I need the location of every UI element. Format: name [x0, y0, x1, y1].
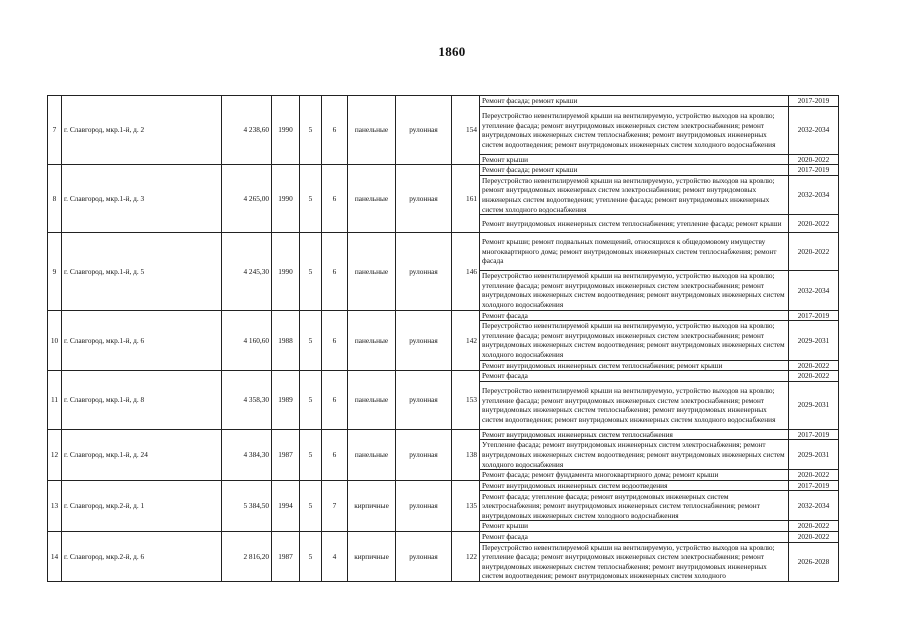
apartments-cell: 138	[452, 429, 480, 480]
row-number: 11	[48, 371, 62, 430]
wall-material-cell: кирпичные	[348, 480, 396, 531]
roof-type-cell: рулонная	[396, 480, 452, 531]
work-period-cell: 2020-2022	[789, 360, 839, 371]
apartments-cell: 122	[452, 532, 480, 582]
table-row	[48, 429, 839, 440]
apartments-cell: 135	[452, 480, 480, 531]
work-description-cell: Переустройство невентилируемой крыши на вентилируемую, устройство выходов на кровлю; утепление фасада; ремонт внутридомовых инженерных систем электроснабжения; ремонт внутридомовых инженерных систем водоотведения; ремонт внутридомовых инженерных систем холодного водоснабжения	[480, 321, 789, 360]
work-period-cell: 2026-2028	[789, 542, 839, 581]
work-period-cell: 2020-2022	[789, 521, 839, 532]
entrances-cell: 6	[322, 371, 348, 430]
work-period-cell: 2029-2031	[789, 440, 839, 470]
work-period-cell: 2017-2019	[789, 165, 839, 176]
floors-cell: 5	[300, 310, 322, 371]
page-number: 1860	[438, 44, 466, 59]
work-period-cell: 2032-2034	[789, 271, 839, 310]
area-cell: 4 384,30	[222, 429, 272, 480]
area-cell: 4 245,30	[222, 233, 272, 310]
work-description-cell: Переустройство невентилируемой крыши на вентилируемую, устройство выходов на кровлю; утепление фасада; ремонт внутридомовых инженерных систем электроснабжения; ремонт внутридомовых инженерных систем теплоснабжения; ремонт внутридомовых инженерных систем водоотведения; ремонт внутридомовых инженерных систем холодного водоснабжения	[480, 106, 789, 154]
year-cell: 1990	[272, 96, 300, 165]
work-period-cell: 2017-2019	[789, 480, 839, 491]
work-description-cell: Ремонт фасада; ремонт крыши	[480, 165, 789, 176]
year-cell: 1990	[272, 233, 300, 310]
work-description-cell: Переустройство невентилируемой крыши на вентилируемую, устройство выходов на кровлю; утепление фасада; ремонт внутридомовых инженерных систем электроснабжения; ремонт внутридомовых инженерных систем теплоснабжения; ремонт внутридомовых инженерных систем водоотведения; ремонт внутридомовых инженерных систем холодного	[480, 542, 789, 581]
work-description-cell: Ремонт внутридомовых инженерных систем теплоснабжения; утепление фасада; ремонт крыши	[480, 215, 789, 233]
roof-type-cell: рулонная	[396, 96, 452, 165]
work-description-cell: Переустройство невентилируемой крыши на вентилируемую, устройство выходов на кровлю; утепление фасада; ремонт внутридомовых инженерных систем электроснабжения; ремонт внутридомовых инженерных систем теплоснабжения; ремонт внутридомовых инженерных систем водоотведения; ремонт внутридомовых инженерных систем холодного водоснабжения	[480, 381, 789, 429]
work-period-cell: 2029-2031	[789, 321, 839, 360]
work-period-cell: 2032-2034	[789, 175, 839, 214]
entrances-cell: 6	[322, 165, 348, 233]
work-period-cell: 2017-2019	[789, 429, 839, 440]
roof-type-cell: рулонная	[396, 371, 452, 430]
wall-material-cell: панельные	[348, 233, 396, 310]
work-description-cell: Переустройство невентилируемой крыши на вентилируемую, устройство выходов на кровлю; ремонт внутридомовых инженерных систем электроснабжения; ремонт внутридомовых инженерных систем водоотведения; утепление фасада; ремонт внутридомовых инженерных систем холодного водоснабжения	[480, 175, 789, 214]
work-description-cell: Ремонт фасада; ремонт крыши	[480, 96, 789, 107]
work-period-cell: 2032-2034	[789, 491, 839, 521]
work-description-cell: Ремонт крыши; ремонт подвальных помещений, относящихся к общедомовому имуществу многоквартирного дома; ремонт внутридомовых инженерных систем теплоснабжения; ремонт фасада	[480, 233, 789, 271]
wall-material-cell: панельные	[348, 165, 396, 233]
address-cell: г. Славгород, мкр.2-й, д. 6	[62, 532, 222, 582]
floors-cell: 5	[300, 96, 322, 165]
year-cell: 1987	[272, 429, 300, 480]
entrances-cell: 4	[322, 532, 348, 582]
work-period-cell: 2020-2022	[789, 154, 839, 165]
table-row	[48, 532, 839, 543]
work-description-cell: Ремонт крыши	[480, 521, 789, 532]
year-cell: 1989	[272, 371, 300, 430]
work-description-cell: Ремонт фасада	[480, 532, 789, 543]
roof-type-cell: рулонная	[396, 165, 452, 233]
floors-cell: 5	[300, 532, 322, 582]
table-row	[48, 480, 839, 491]
table-row	[48, 96, 839, 107]
wall-material-cell: кирпичные	[348, 532, 396, 582]
row-number: 13	[48, 480, 62, 531]
wall-material-cell: панельные	[348, 96, 396, 165]
address-cell: г. Славгород, мкр.1-й, д. 5	[62, 233, 222, 310]
work-period-cell: 2017-2019	[789, 96, 839, 107]
address-cell: г. Славгород, мкр.1-й, д. 2	[62, 96, 222, 165]
row-number: 12	[48, 429, 62, 480]
work-period-cell: 2017-2019	[789, 310, 839, 321]
apartments-cell: 153	[452, 371, 480, 430]
address-cell: г. Славгород, мкр.1-й, д. 3	[62, 165, 222, 233]
apartments-cell: 161	[452, 165, 480, 233]
work-period-cell: 2020-2022	[789, 532, 839, 543]
table-row	[48, 165, 839, 176]
area-cell: 4 238,60	[222, 96, 272, 165]
work-period-cell: 2029-2031	[789, 381, 839, 429]
work-description-cell: Ремонт внутридомовых инженерных систем теплоснабжения	[480, 429, 789, 440]
floors-cell: 5	[300, 371, 322, 430]
wall-material-cell: панельные	[348, 429, 396, 480]
entrances-cell: 6	[322, 310, 348, 371]
apartments-cell: 146	[452, 233, 480, 310]
table-row	[48, 233, 839, 271]
work-description-cell: Утепление фасада; ремонт внутридомовых инженерных систем электроснабжения; ремонт внутридомовых инженерных систем водоотведения; ремонт внутридомовых инженерных систем холодного водоснабжения	[480, 440, 789, 470]
year-cell: 1994	[272, 480, 300, 531]
work-description-cell: Ремонт фасада; утепление фасада; ремонт внутридомовых инженерных систем электроснабжения; ремонт внутридомовых инженерных систем теплоснабжения; ремонт внутридомовых инженерных систем холодного водоснабжения	[480, 491, 789, 521]
entrances-cell: 6	[322, 233, 348, 310]
work-description-cell: Переустройство невентилируемой крыши на вентилируемую, устройство выходов на кровлю; утепление фасада; ремонт внутридомовых инженерных систем электроснабжения; ремонт внутридомовых инженерных систем водоотведения; ремонт внутридомовых инженерных систем холодного водоснабжения	[480, 271, 789, 310]
work-description-cell: Ремонт фасада	[480, 310, 789, 321]
apartments-cell: 142	[452, 310, 480, 371]
area-cell: 4 160,60	[222, 310, 272, 371]
entrances-cell: 6	[322, 96, 348, 165]
year-cell: 1988	[272, 310, 300, 371]
work-period-cell: 2020-2022	[789, 215, 839, 233]
year-cell: 1987	[272, 532, 300, 582]
area-cell: 5 384,50	[222, 480, 272, 531]
table-row	[48, 371, 839, 382]
address-cell: г. Славгород, мкр.1-й, д. 6	[62, 310, 222, 371]
address-cell: г. Славгород, мкр.1-й, д. 24	[62, 429, 222, 480]
roof-type-cell: рулонная	[396, 310, 452, 371]
work-period-cell: 2020-2022	[789, 233, 839, 271]
address-cell: г. Славгород, мкр.1-й, д. 8	[62, 371, 222, 430]
work-period-cell: 2032-2034	[789, 106, 839, 154]
row-number: 9	[48, 233, 62, 310]
work-description-cell: Ремонт фасада	[480, 371, 789, 382]
wall-material-cell: панельные	[348, 371, 396, 430]
year-cell: 1990	[272, 165, 300, 233]
floors-cell: 5	[300, 165, 322, 233]
row-number: 8	[48, 165, 62, 233]
entrances-cell: 7	[322, 480, 348, 531]
buildings-table	[47, 95, 839, 582]
area-cell: 2 816,20	[222, 532, 272, 582]
address-cell: г. Славгород, мкр.2-й, д. 1	[62, 480, 222, 531]
area-cell: 4 358,30	[222, 371, 272, 430]
work-description-cell: Ремонт внутридомовых инженерных систем теплоснабжения; ремонт крыши	[480, 360, 789, 371]
floors-cell: 5	[300, 480, 322, 531]
work-description-cell: Ремонт фасада; ремонт фундамента многоквартирного дома; ремонт крыши	[480, 470, 789, 481]
work-period-cell: 2020-2022	[789, 470, 839, 481]
row-number: 14	[48, 532, 62, 582]
entrances-cell: 6	[322, 429, 348, 480]
floors-cell: 5	[300, 233, 322, 310]
row-number: 10	[48, 310, 62, 371]
roof-type-cell: рулонная	[396, 429, 452, 480]
roof-type-cell: рулонная	[396, 233, 452, 310]
apartments-cell: 154	[452, 96, 480, 165]
work-description-cell: Ремонт внутридомовых инженерных систем водоотведения	[480, 480, 789, 491]
work-description-cell: Ремонт крыши	[480, 154, 789, 165]
floors-cell: 5	[300, 429, 322, 480]
roof-type-cell: рулонная	[396, 532, 452, 582]
row-number: 7	[48, 96, 62, 165]
wall-material-cell: панельные	[348, 310, 396, 371]
work-period-cell: 2020-2022	[789, 371, 839, 382]
area-cell: 4 265,00	[222, 165, 272, 233]
table-row	[48, 310, 839, 321]
